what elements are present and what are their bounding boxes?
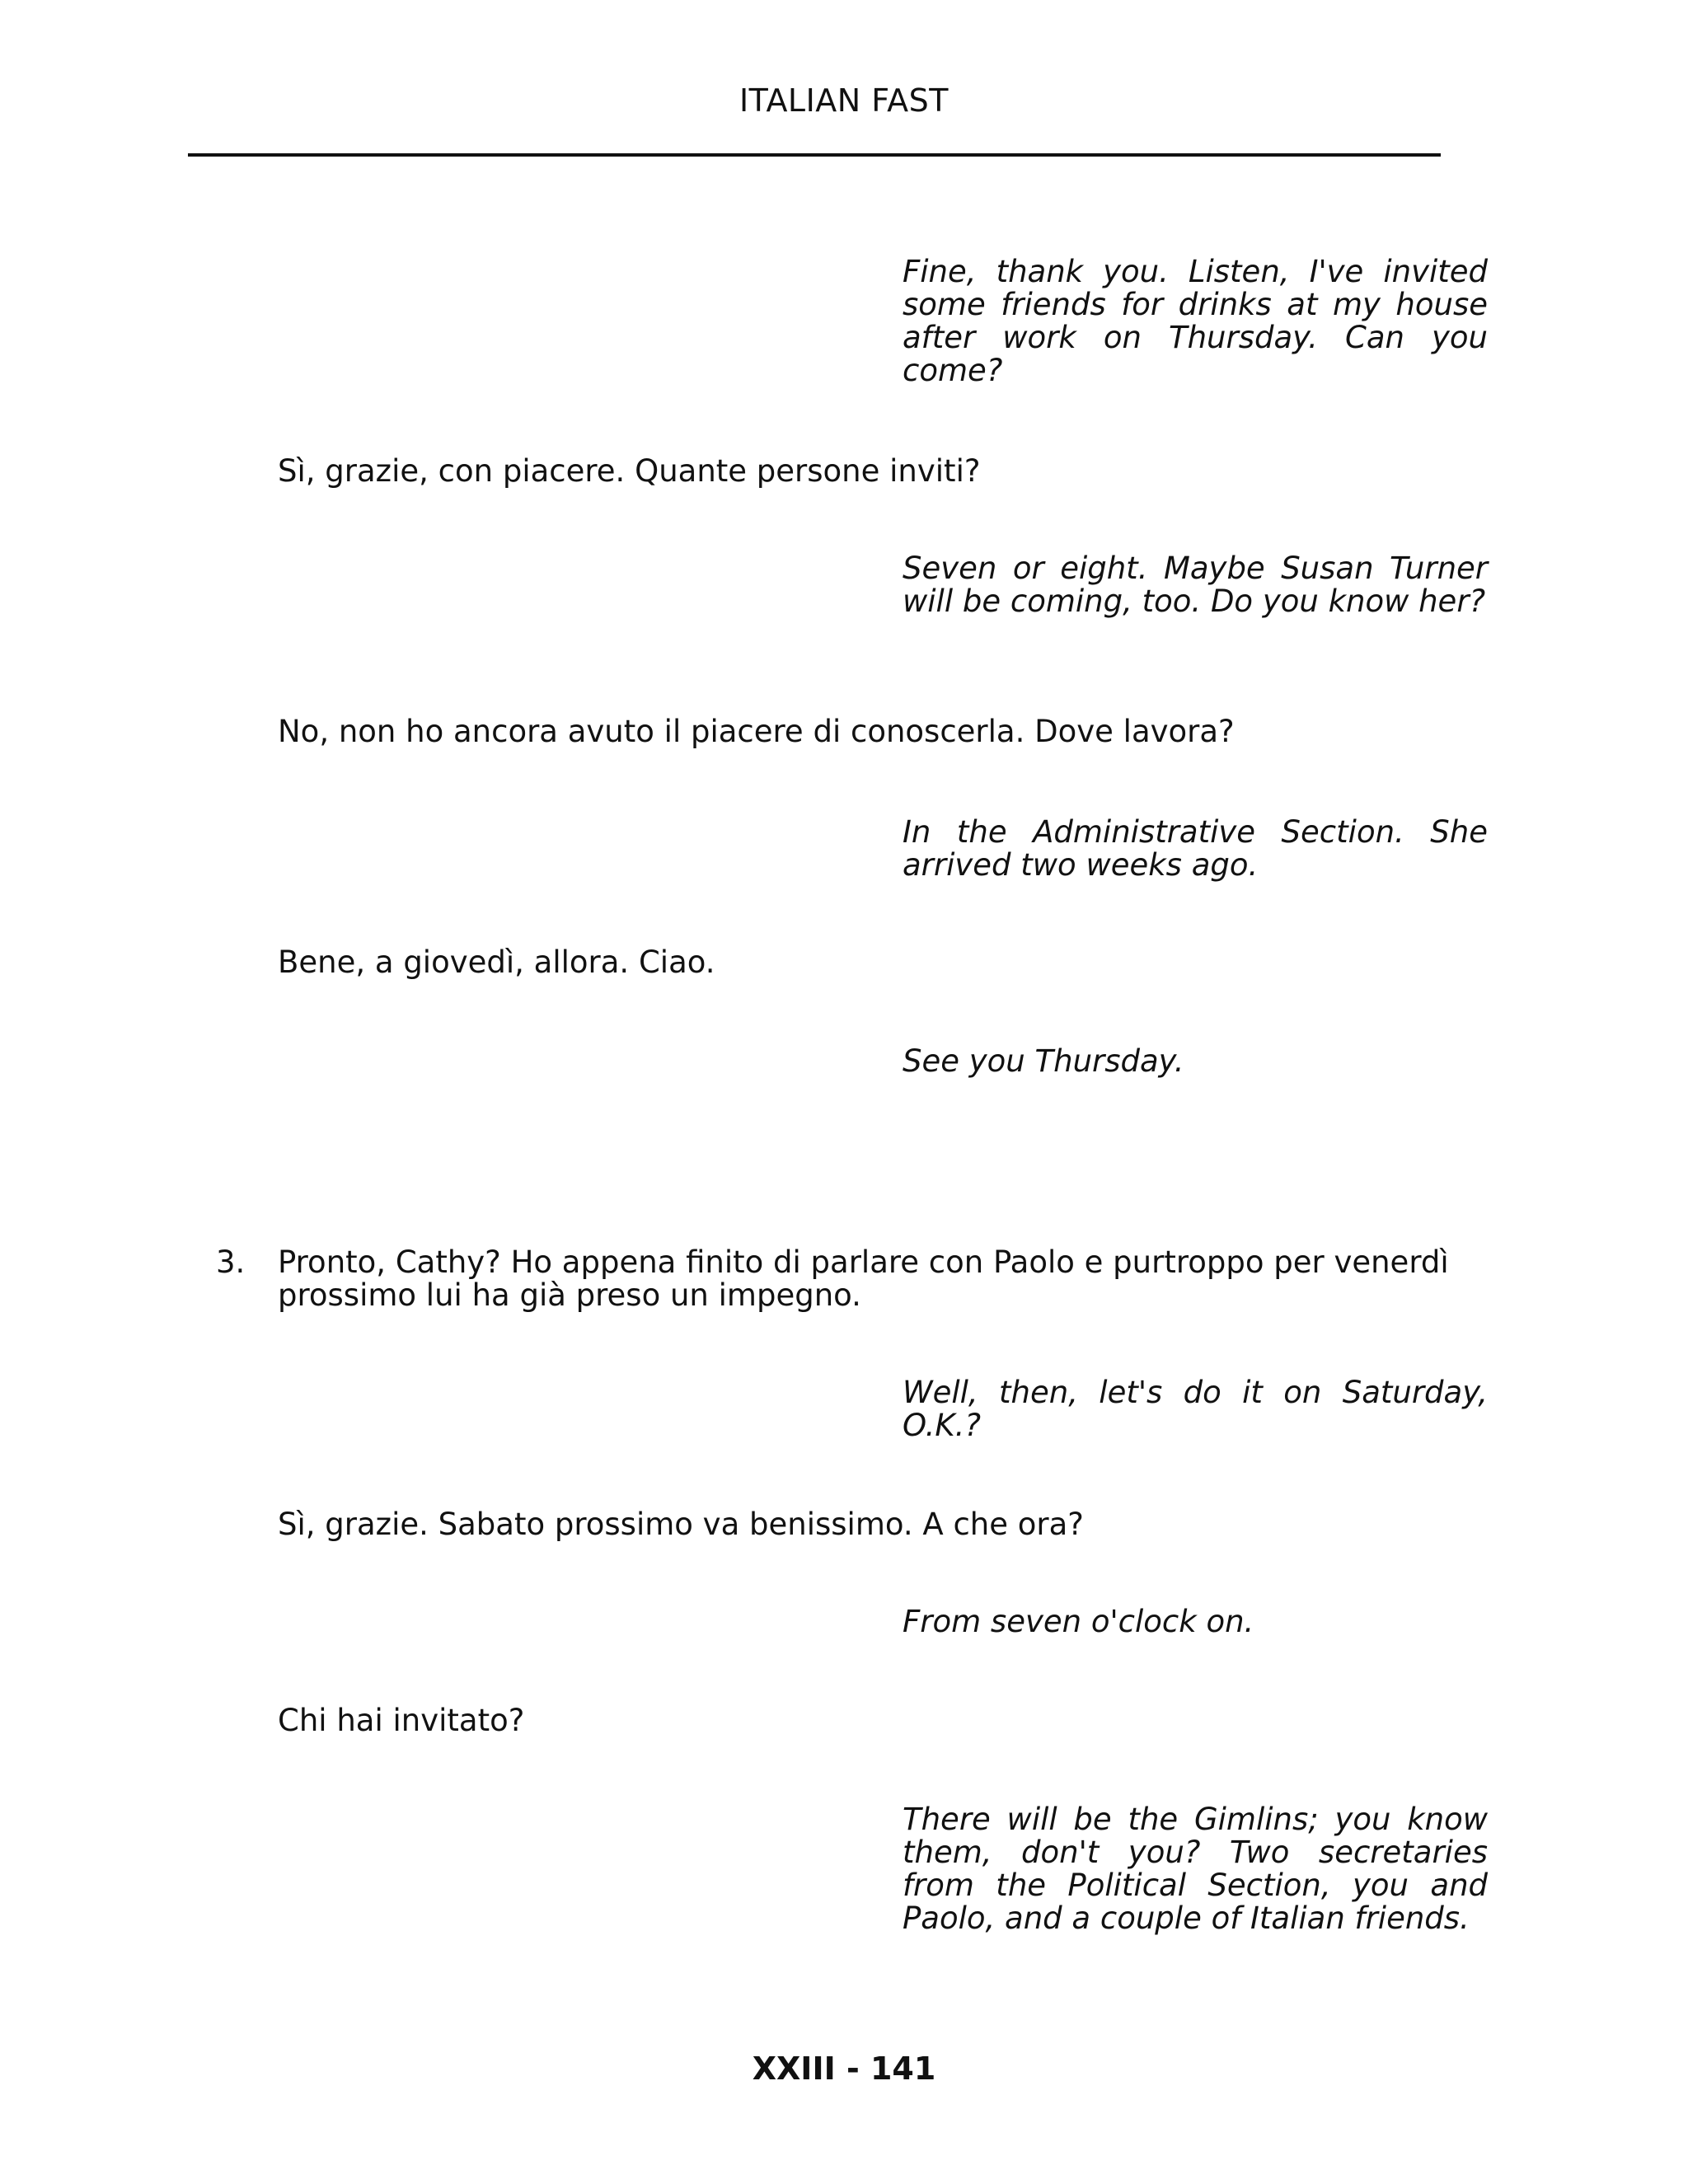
english-line-2: Seven or eight. Maybe Susan Turner will be coming, too. Do you know her?	[903, 551, 1488, 619]
english-line-5: Well, then, let's do it on Saturday, O.K.?	[903, 1375, 1488, 1443]
italian-line-3: Bene, a giovedì, allora. Ciao.	[278, 944, 715, 980]
english-line-3: In the Administrative Section. She arrived two weeks ago.	[903, 814, 1488, 883]
english-line-7: There will be the Gimlins; you know them, don't you? Two secretaries from the Political Section, you and Paolo, and a couple of Italian friends.	[903, 1802, 1488, 1936]
page-number: XXIII - 141	[752, 2050, 936, 2087]
english-line-1: Fine, thank you. Listen, I've invited some friends for drinks at my house after work on Thursday. Can you come?	[903, 254, 1488, 388]
italian-line-1: Sì, grazie, con piacere. Quante persone inviti?	[278, 453, 981, 489]
item-number-3: 3.	[216, 1244, 246, 1280]
page-header: ITALIAN FAST	[738, 82, 950, 119]
italian-line-5: Sì, grazie. Sabato prossimo va benissimo. A che ora?	[278, 1507, 1084, 1542]
english-line-4: See you Thursday.	[903, 1043, 1184, 1079]
italian-line-4: Pronto, Cathy? Ho appena finito di parlare con Paolo e purtroppo per venerdì prossimo lui ha già preso un impegno.	[278, 1244, 1449, 1313]
english-line-6: From seven o'clock on.	[903, 1604, 1254, 1639]
header-rule	[188, 153, 1441, 157]
italian-line-6: Chi hai invitato?	[278, 1703, 525, 1738]
italian-line-2: No, non ho ancora avuto il piacere di conoscerla. Dove lavora?	[278, 714, 1235, 749]
